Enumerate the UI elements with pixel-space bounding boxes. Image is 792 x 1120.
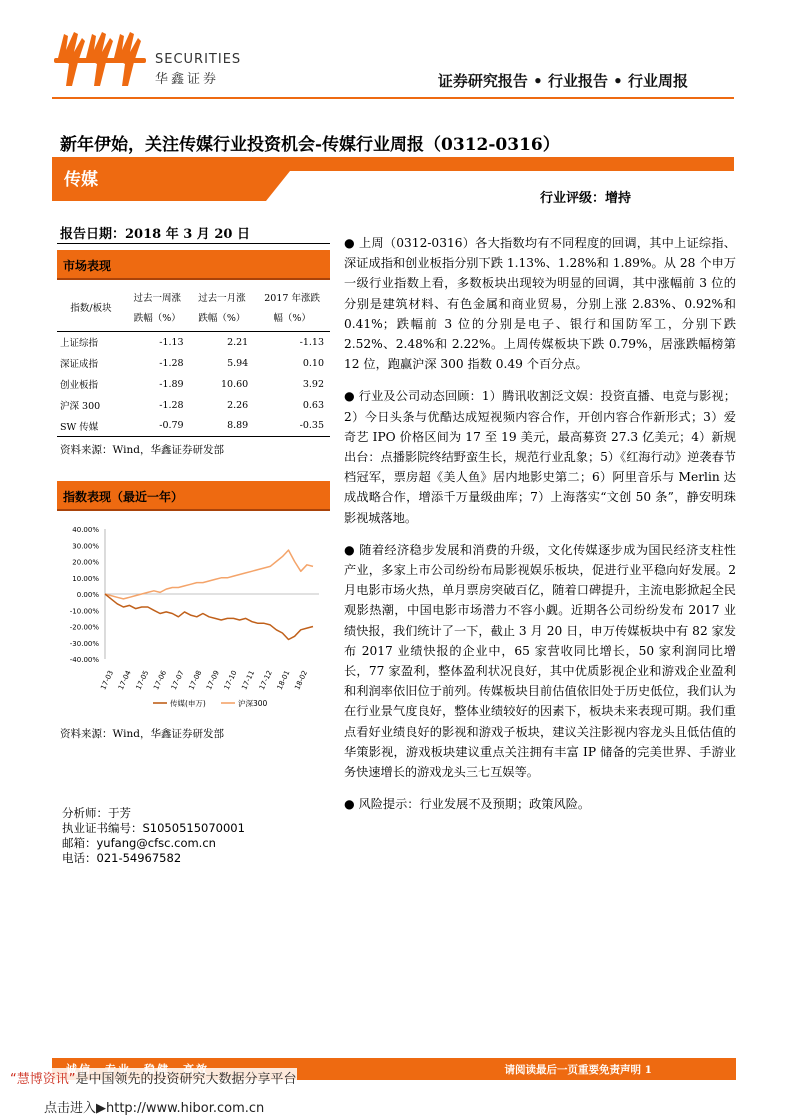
week-change: -0.79 [159,420,184,432]
y-tick-label: 0.00% [76,591,99,599]
month-change: 2.26 [227,399,249,411]
table-row [57,374,330,395]
year-change: -0.35 [299,420,324,432]
x-tick-label: 17-08 [187,669,204,692]
column-header [190,287,255,332]
column-header-line: 2017 年涨跌 [264,293,320,304]
series-line [105,550,313,599]
index-name: 沪深 300 [60,401,101,412]
table-row [57,353,330,374]
legend-label: 传媒(申万) [170,699,206,708]
x-tick-label: 17-09 [205,669,221,692]
chart-source: 资料来源：Wind，华鑫证券研发部 [60,728,224,740]
header-divider [52,97,734,99]
watermark-brand: “慧博资讯” [10,1072,76,1087]
y-tick-label: 40.00% [72,526,99,534]
x-tick-label: 18-01 [275,669,292,692]
summary-column [344,233,736,826]
column-header-line: 跌幅（%） [198,313,246,324]
week-change: -1.28 [159,399,184,411]
chart-section-title: 指数表现（最近一年） [63,490,184,504]
x-tick-label: 17-12 [257,669,274,692]
year-change: 0.63 [302,399,324,411]
table-row [57,395,330,416]
index-chart-svg [57,516,330,716]
x-tick-label: 18-02 [293,669,310,692]
date-divider [57,243,330,244]
year-change: -1.13 [299,336,324,348]
month-change: 2.21 [227,336,249,348]
column-header-line: 跌幅（%） [133,313,181,324]
column-header-line: 过去一月涨 [198,293,246,304]
analyst-name: 分析师：于芳 [62,806,131,820]
watermark-text: 是中国领先的投资研究大数据分享平台 [75,1072,297,1087]
x-tick-label: 17-05 [134,669,151,692]
table-row [57,416,330,437]
x-tick-label: 17-11 [240,669,257,692]
sector-name: 传媒 [64,170,98,190]
week-change: -1.89 [159,378,184,390]
week-change: -1.28 [159,357,184,369]
y-tick-label: -20.00% [69,623,99,632]
analyst-cert: 执业证书编号：S1050515070001 [62,821,245,835]
footer-disclaimer: 请阅读最后一页重要免责声明 1 [504,1064,652,1076]
watermark-link[interactable]: 点击进入▶http://www.hibor.com.cn [44,1101,265,1116]
analyst-phone: 电话：021-54967582 [62,851,182,865]
watermark-line [10,1068,297,1087]
report-date: 报告日期：2018 年 3 月 20 日 [60,227,250,242]
y-tick-label: 30.00% [72,542,99,551]
y-tick-label: -40.00% [69,656,99,664]
sector-banner [52,157,734,201]
report-title: 新年伊始，关注传媒行业投资机会-传媒行业周报（0312-0316） [60,135,560,155]
index-chart [57,516,330,716]
securities-logo-icon [52,28,152,88]
month-change: 5.94 [227,357,249,369]
series-line [105,594,313,640]
summary-paragraph: ● 上周（0312-0316）各大指数均有不同程度的回调，其中上证综指、深证成指和创业板指分别下跌 1.13%、1.28%和 1.89%。从 28 个申万一级行业指数上看，多数板块出现较为明显的回调，其中涨幅前 3 位的分别是建筑材料、有色金属和商业贸易，分别上涨 2.83%、0.92%和 0.41%；跌幅前 3 位的分别是电子、银行和国防军工，分别下跌 2.52%、2.48%和 2.22%。上周传媒板块下跌 0.79%，居涨跌幅榜第 12 位，跑赢沪深 300 指数 0.49 个百分点。 [344,236,736,372]
summary-paragraph: ● 行业及公司动态回顾：1）腾讯收割泛文娱：投资直播、电竞与影视；2）今日头条与优酷达成短视频内容合作，开创内容合作新形式；3）爱奇艺 IPO 价格区间为 17 至 19 美元，最高募资 27.3 亿美元；4）新规出台：点播影院终结野蛮生长，规范行业乱象；5）《红海行动》逆袭春节档冠军，票房超《美人鱼》居内地影史第二；6）阿里音乐与 Merlin 达成战略合作，增添千万量级曲库；7）上海落实“文创 50 条”，静安明珠影视城落地。 [344,389,736,525]
x-tick-label: 17-07 [169,669,186,692]
column-header-line: 幅（%） [273,313,311,324]
x-tick-label: 17-04 [116,669,133,692]
table-header-row [57,287,330,332]
column-header [254,287,330,332]
market-source: 资料来源：Wind，华鑫证券研发部 [60,444,224,456]
analyst-info [62,806,245,866]
index-name: 深证成指 [60,359,99,370]
column-header: 指数/板块 [70,303,112,314]
month-change: 10.60 [221,378,249,390]
x-tick-label: 17-03 [99,669,116,692]
y-tick-label: 10.00% [72,574,99,583]
market-section-header [57,250,330,280]
y-tick-label: 20.00% [72,558,99,567]
summary-paragraph: ● 风险提示：行业发展不及预期；政策风险。 [344,797,591,812]
x-tick-label: 17-06 [152,669,169,692]
y-tick-label: -10.00% [69,607,99,616]
legend-label: 沪深300 [238,699,268,708]
column-header-line: 过去一周涨 [133,293,182,304]
week-change: -1.13 [159,336,184,348]
month-change: 8.89 [227,420,249,432]
column-header [125,287,190,332]
table-row [57,332,330,353]
analyst-email[interactable]: 邮箱：yufang@cfsc.com.cn [62,836,216,850]
index-name: 创业板指 [60,380,99,391]
market-section-title: 市场表现 [63,259,112,273]
industry-rating: 行业评级：增持 [540,191,632,206]
logo-text-en: SECURITIES [155,52,242,67]
market-table [57,287,330,437]
year-change: 0.10 [302,357,324,369]
x-tick-label: 17-10 [222,669,239,692]
logo-text-cn: 华鑫证券 [155,72,220,87]
chart-section-header [57,481,330,511]
index-name: 上证综指 [60,338,99,350]
index-name: SW 传媒 [60,421,99,433]
report-type: 证券研究报告 • 行业报告 • 行业周报 [437,72,688,90]
year-change: 3.92 [302,378,324,390]
y-tick-label: -30.00% [69,639,99,648]
summary-paragraph: ● 随着经济稳步发展和消费的升级，文化传媒逐步成为国民经济支柱性产业，多家上市公司纷纷布局影视娱乐板块，促进行业平稳向好发展。2 月电影市场火热，单月票房突破百亿，随着口碑提升，主流电影掀起全民观影热潮，中国电影市场潜力不容小觑。近期各公司纷纷发布 2017 业绩快报，我们统计了一下，截止 3 月 20 日，申万传媒板块中有 82 家发布 2017 业绩快报的企业中，65 家营收同比增长，50 家利润同比增长，77 家盈利，整体盈利状况良好，其中优质影视企业和游戏企业盈利和利润率依旧位于前列。传媒板块目前估值依旧处于历史低位，我们认为在行业景气度良好，整体业绩较好的因素下，板块未来表现可期。我们重点看好业绩良好的影视和游戏子板块，建议关注影视内容龙头且低估值的华策影视，游戏板块建议重点关注拥有丰富 IP 储备的完美世界、手游业务快速增长的游戏龙头三七互娱等。 [344,542,736,780]
